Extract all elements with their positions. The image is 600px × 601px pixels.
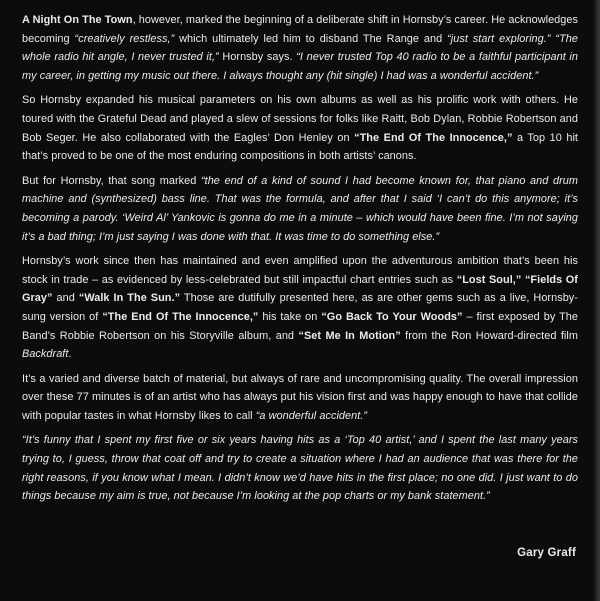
paragraph-2 xyxy=(22,91,578,165)
paragraph-4 xyxy=(22,252,578,364)
text-run: Hornsby says. xyxy=(218,51,297,64)
page-edge xyxy=(593,0,600,601)
quote: “the end of a kind of sound I had become known for, that piano and drum machine and (synthesized) bass line. That was the formula, and after that I said ‘I can’t do this anymore; it’s becoming a parody. ‘Weird Al’ Yankovic is gonna do me in a minute – which would have been fine. I’m not saying it’s a bad thing; I’m just saying I was done with that. It was time to do something else.” xyxy=(22,174,578,243)
text-run: which ultimately led him to disband The Range and xyxy=(174,32,448,45)
quote: “I never trusted Top 40 radio to be a faithful participant in my career, in getting my music out there. I always thought any (hit single) I had was a wonderful accident.” xyxy=(22,51,578,82)
paragraph-1 xyxy=(22,11,578,85)
film-title: Backdraft xyxy=(22,348,69,361)
song-title: “Set Me In Motion” xyxy=(298,329,401,342)
song-title: “Walk In The Sun.” xyxy=(78,292,181,305)
text-run: Hornsby’s work since then has maintained and even amplified upon the adventurous ambition that’s been his stock in trade – as evidenced by less-celebrated but still impactful chart entries such as xyxy=(22,255,578,286)
paragraph-3 xyxy=(22,172,578,246)
song-title: “Lost Soul,” “Fields Of Gray” xyxy=(22,273,578,305)
text-run: Those are dutifully presented here, as are other gems such as a live, Hornsby-sung version of xyxy=(22,292,578,323)
text-run: But for Hornsby, that song marked xyxy=(22,174,201,187)
quote: “creatively restless,” xyxy=(74,32,175,45)
album-title: A Night On The Town xyxy=(22,14,133,26)
paragraph-5 xyxy=(22,370,578,426)
quote: “It’s funny that I spent my first five or six years having hits as a ‘Top 40 artist,’ and I spent the last many years trying to, I guess, throw that coat off and try to create a situation where I had an audience that was there for the right reasons, if you know what I mean. I didn’t know we’d have hits in the first place; no one did. I just want to do things because my aim is true, not because I’m looking at the pop charts or my bank statement.” xyxy=(22,434,578,503)
author-signature: Gary Graff xyxy=(517,547,576,559)
text-run: , however, marked the beginning of a deliberate shift in Hornsby’s career. He acknowledges becoming xyxy=(22,14,578,45)
song-title: “Go Back To Your Woods” xyxy=(321,310,463,323)
liner-notes-text xyxy=(22,11,578,506)
text-run: – first exposed by The Band’s Robbie Robertson on his Storyville album, and xyxy=(22,310,579,342)
text-run: from the Ron Howard-directed film xyxy=(400,329,578,342)
text-run: a Top 10 hit that’s proved to be one of the most enduring compositions in both artists’ canons. xyxy=(22,131,578,163)
quote: “just start exploring.” “The whole radio hit angle, I never trusted it,” xyxy=(22,32,578,64)
text-run: and xyxy=(52,292,79,305)
song-title: “The End Of The Innocence,” xyxy=(102,310,259,323)
paragraph-6 xyxy=(22,431,578,505)
text-run: So Hornsby expanded his musical parameters on his own albums as well as his prolific work with others. He toured with the Grateful Dead and played a slew of sessions for folks like Raitt, Bob Dylan, Robbie Robertson and Bob Seger. He also collaborated with the Eagles’ Don Henley on xyxy=(22,94,578,144)
song-title: “The End Of The Innocence,” xyxy=(354,131,513,144)
text-run: It’s a varied and diverse batch of material, but always of rare and uncompromising quality. The overall impression over these 77 minutes is of an artist who has always put his vision first and was happy enough to have that collide with popular tastes in what Hornsby likes to call xyxy=(22,372,578,422)
quote: “a wonderful accident.” xyxy=(255,409,368,422)
text-run: . xyxy=(68,348,72,361)
text-run: his take on xyxy=(258,310,322,323)
